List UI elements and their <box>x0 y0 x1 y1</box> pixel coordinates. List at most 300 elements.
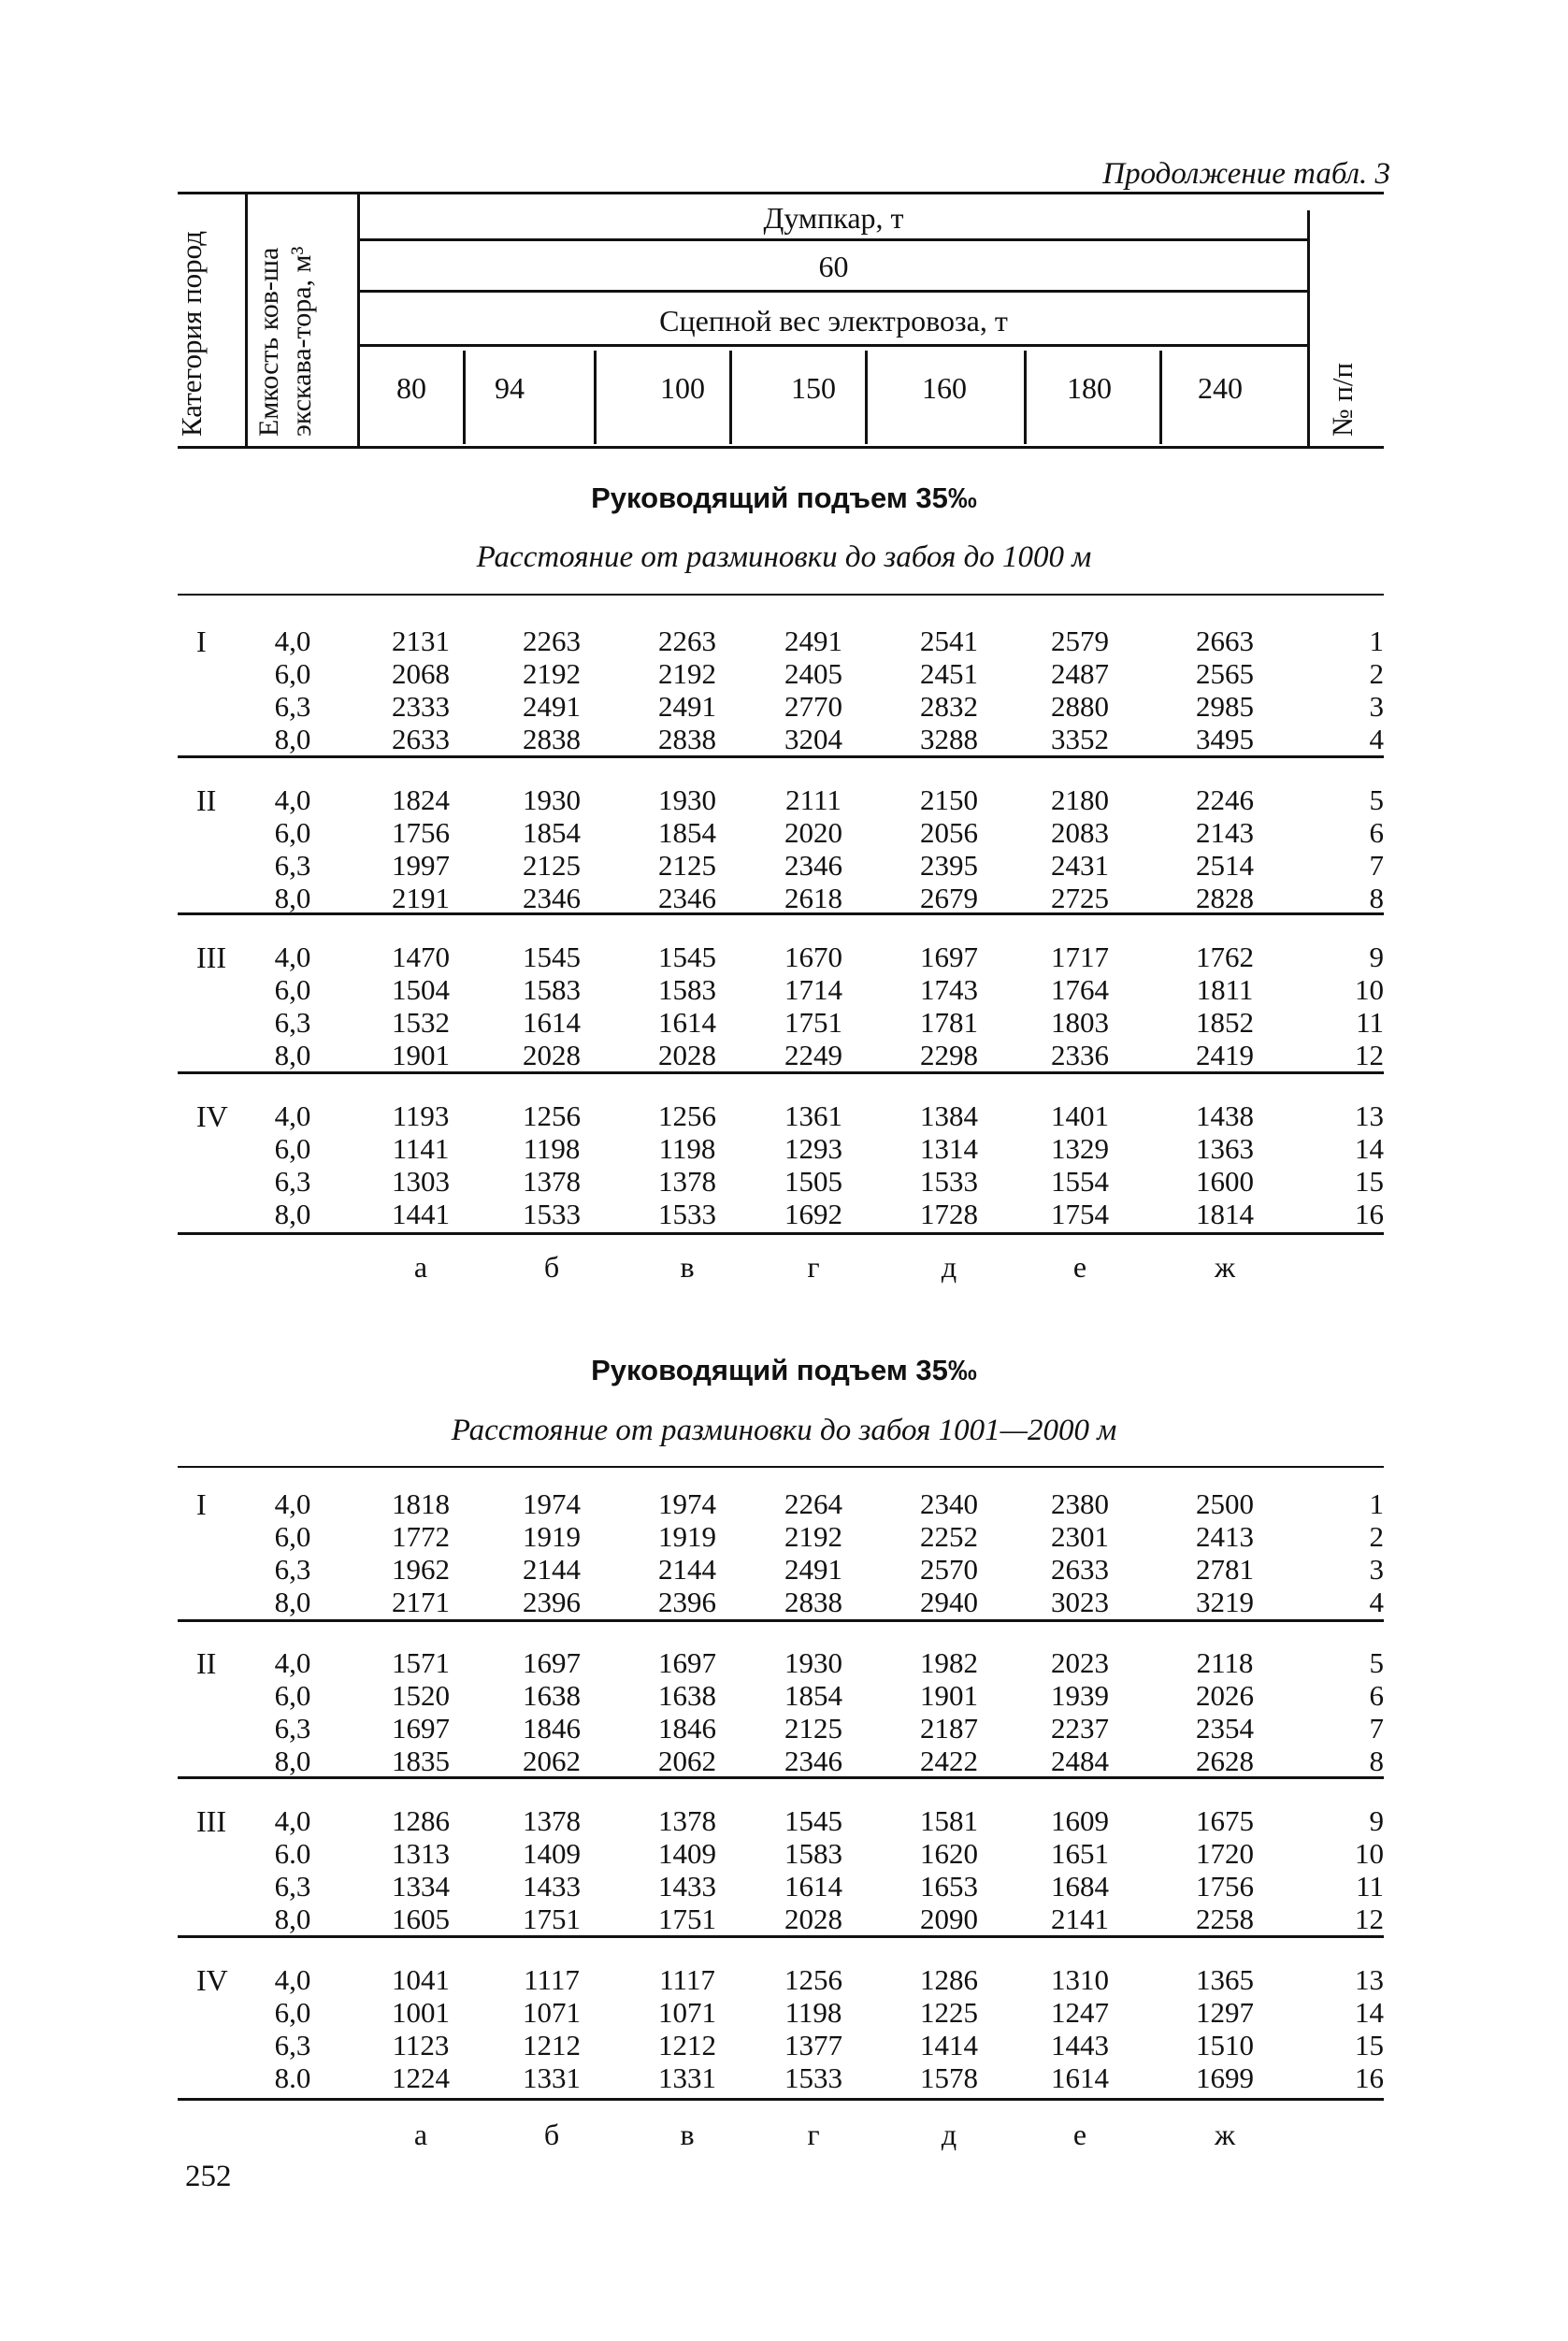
row-number: 10 <box>1355 1837 1384 1870</box>
table-cell: 2028 <box>784 1903 842 1935</box>
capacity-heading: Емкость ков-ша экскава-тора, м³ <box>253 246 317 437</box>
bucket-capacity: 6,3 <box>274 1870 311 1903</box>
table-cell: 1762 <box>1196 941 1254 973</box>
table-cell: 1224 <box>392 2061 450 2094</box>
bucket-capacity: 6,3 <box>274 849 311 882</box>
table-cell: 2541 <box>920 625 978 657</box>
table-cell: 1247 <box>1051 1996 1109 2029</box>
table-cell: 2396 <box>523 1586 581 1618</box>
row-number: 4 <box>1369 1586 1384 1618</box>
table-cell: 2770 <box>784 690 842 723</box>
column-letter: ж <box>1214 2118 1236 2151</box>
bucket-capacity: 8,0 <box>274 1586 311 1618</box>
table-cell: 1071 <box>658 1996 716 2029</box>
table-cell: 1533 <box>523 1198 581 1230</box>
column-letter: ж <box>1214 1250 1236 1284</box>
bucket-capacity: 8,0 <box>274 1039 311 1071</box>
table-cell: 2838 <box>658 723 716 755</box>
table-cell: 2618 <box>784 882 842 914</box>
category-label: IV <box>196 1099 228 1133</box>
table-cell: 1697 <box>523 1646 581 1679</box>
table-cell: 1554 <box>1051 1165 1109 1198</box>
table-row <box>178 941 1384 974</box>
table-cell: 1720 <box>1196 1837 1254 1870</box>
bucket-capacity: 6,0 <box>274 1996 311 2029</box>
table-cell: 1441 <box>392 1198 450 1230</box>
table-cell: 2118 <box>1196 1646 1254 1679</box>
weight-divider <box>729 351 732 444</box>
weight-divider <box>1024 351 1027 444</box>
table-cell: 2395 <box>920 849 978 882</box>
row-number: 5 <box>1369 1646 1384 1679</box>
table-cell: 2056 <box>920 816 978 849</box>
category-label: IV <box>196 1963 228 1997</box>
table-cell: 2026 <box>1196 1679 1254 1712</box>
table-cell: 2405 <box>784 657 842 690</box>
table-cell: 1583 <box>658 973 716 1006</box>
section-top-rule <box>178 1466 1384 1468</box>
row-number: 11 <box>1356 1870 1384 1903</box>
row-number: 8 <box>1369 882 1384 914</box>
column-letter: е <box>1072 1250 1087 1284</box>
table-cell: 1620 <box>920 1837 978 1870</box>
table-cell: 2258 <box>1196 1903 1254 1935</box>
row-number: 1 <box>1369 625 1384 657</box>
table-cell: 2264 <box>784 1487 842 1520</box>
section-bottom-rule <box>178 2098 1384 2101</box>
table-cell: 1974 <box>523 1487 581 1520</box>
row-number: 3 <box>1369 690 1384 723</box>
table-cell: 1835 <box>392 1745 450 1777</box>
row-number: 2 <box>1369 1520 1384 1553</box>
bucket-capacity: 6,0 <box>274 1679 311 1712</box>
bucket-capacity: 4,0 <box>274 1099 311 1132</box>
table-cell: 2141 <box>1051 1903 1109 1935</box>
table-cell: 2298 <box>920 1039 978 1071</box>
category-label: III <box>196 1804 226 1838</box>
bucket-capacity: 4,0 <box>274 941 311 973</box>
table-cell: 1781 <box>920 1006 978 1039</box>
table-row <box>178 1712 1384 1745</box>
table-cell: 1041 <box>392 1963 450 1996</box>
bucket-capacity: 8,0 <box>274 1745 311 1777</box>
row-number: 16 <box>1355 2061 1384 2094</box>
table-row <box>178 1039 1384 1072</box>
table-cell: 2263 <box>523 625 581 657</box>
row-number: 16 <box>1355 1198 1384 1230</box>
table-cell: 1854 <box>658 816 716 849</box>
table-cell: 2491 <box>523 690 581 723</box>
table-cell: 1256 <box>523 1099 581 1132</box>
table-cell: 1443 <box>1051 2029 1109 2061</box>
table-cell: 1756 <box>392 816 450 849</box>
table-cell: 2191 <box>392 882 450 914</box>
table-cell: 1751 <box>658 1903 716 1935</box>
table-cell: 2125 <box>658 849 716 882</box>
bucket-capacity: 8,0 <box>274 723 311 755</box>
table-cell: 1533 <box>784 2061 842 2094</box>
table-cell: 2396 <box>658 1586 716 1618</box>
table-cell: 1331 <box>523 2061 581 2094</box>
table-cell: 3495 <box>1196 723 1254 755</box>
table-cell: 2491 <box>784 625 842 657</box>
table-cell: 1697 <box>392 1712 450 1745</box>
table-row <box>178 1006 1384 1040</box>
table-row <box>178 882 1384 915</box>
table-row <box>178 816 1384 850</box>
table-cell: 2451 <box>920 657 978 690</box>
table-cell: 1697 <box>658 1646 716 1679</box>
table-cell: 2725 <box>1051 882 1109 914</box>
table-cell: 1614 <box>1051 2061 1109 2094</box>
bucket-capacity: 4,0 <box>274 783 311 816</box>
table-cell: 1930 <box>784 1646 842 1679</box>
table-cell: 1764 <box>1051 973 1109 1006</box>
table-cell: 1504 <box>392 973 450 1006</box>
table-cell: 1533 <box>658 1198 716 1230</box>
table-cell: 1930 <box>523 783 581 816</box>
table-cell: 1614 <box>658 1006 716 1039</box>
table-row <box>178 657 1384 691</box>
table-cell: 1824 <box>392 783 450 816</box>
table-cell: 2068 <box>392 657 450 690</box>
row-number: 8 <box>1369 1745 1384 1777</box>
table-cell: 2187 <box>920 1712 978 1745</box>
table-cell: 1433 <box>658 1870 716 1903</box>
table-cell: 2633 <box>392 723 450 755</box>
table-cell: 2346 <box>784 1745 842 1777</box>
section-title: Руководящий подъем 35‰ <box>591 1354 977 1386</box>
table-cell: 1854 <box>523 816 581 849</box>
table-row <box>178 1963 1384 1997</box>
table-cell: 1409 <box>658 1837 716 1870</box>
table-cell: 1141 <box>392 1132 450 1165</box>
table-row <box>178 1198 1384 1231</box>
table-cell: 1974 <box>658 1487 716 1520</box>
table-cell: 1363 <box>1196 1132 1254 1165</box>
bucket-capacity: 6,3 <box>274 690 311 723</box>
bucket-capacity: 6,3 <box>274 1165 311 1198</box>
table-cell: 2062 <box>523 1745 581 1777</box>
table-cell: 2663 <box>1196 625 1254 657</box>
table-cell: 2333 <box>392 690 450 723</box>
table-row <box>178 1996 1384 2030</box>
table-cell: 2346 <box>784 849 842 882</box>
bucket-capacity: 4,0 <box>274 1804 311 1837</box>
dumpcar-value: 60 <box>818 250 849 283</box>
table-cell: 1533 <box>920 1165 978 1198</box>
table-row <box>178 973 1384 1007</box>
category-label: II <box>196 1646 217 1680</box>
column-letter: б <box>543 1250 560 1284</box>
table-cell: 1852 <box>1196 1006 1254 1039</box>
category-heading: Категория пород <box>175 230 208 437</box>
column-letter: г <box>807 1250 820 1284</box>
table-cell: 2180 <box>1051 783 1109 816</box>
row-number: 15 <box>1355 2029 1384 2061</box>
bucket-capacity: 6,0 <box>274 816 311 849</box>
table-cell: 1545 <box>523 941 581 973</box>
table-cell: 3288 <box>920 723 978 755</box>
table-cell: 2192 <box>784 1520 842 1553</box>
category-label: I <box>196 1487 207 1521</box>
section-title: Руководящий подъем 35‰ <box>591 481 977 514</box>
table-cell: 2083 <box>1051 816 1109 849</box>
table-cell: 1919 <box>523 1520 581 1553</box>
table-cell: 1117 <box>524 1963 580 1996</box>
table-cell: 1675 <box>1196 1804 1254 1837</box>
weight-150: 150 <box>791 371 836 405</box>
table-cell: 2832 <box>920 690 978 723</box>
column-letter: а <box>413 2118 428 2151</box>
table-cell: 2237 <box>1051 1712 1109 1745</box>
table-cell: 1638 <box>658 1679 716 1712</box>
table-row <box>178 1520 1384 1554</box>
table-cell: 2380 <box>1051 1487 1109 1520</box>
table-cell: 1256 <box>784 1963 842 1996</box>
bucket-capacity: 6,3 <box>274 1712 311 1745</box>
table-cell: 1854 <box>784 1679 842 1712</box>
row-number: 10 <box>1355 973 1384 1006</box>
row-number: 9 <box>1369 941 1384 973</box>
row-number: 13 <box>1355 1963 1384 1996</box>
weight-divider <box>594 351 597 444</box>
table-cell: 2354 <box>1196 1712 1254 1745</box>
table-row <box>178 625 1384 658</box>
row-number: 12 <box>1355 1039 1384 1071</box>
table-cell: 1414 <box>920 2029 978 2061</box>
table-cell: 2028 <box>523 1039 581 1071</box>
group-rule <box>178 1619 1384 1622</box>
weight-240: 240 <box>1198 371 1243 405</box>
table-cell: 1803 <box>1051 1006 1109 1039</box>
table-cell: 1331 <box>658 2061 716 2094</box>
table-cell: 1997 <box>392 849 450 882</box>
table-cell: 2171 <box>392 1586 450 1618</box>
table-cell: 1697 <box>920 941 978 973</box>
table-row <box>178 723 1384 756</box>
bucket-capacity: 6.0 <box>274 1837 311 1870</box>
table-cell: 2880 <box>1051 690 1109 723</box>
table-row <box>178 1679 1384 1713</box>
table-cell: 2125 <box>523 849 581 882</box>
column-letter: г <box>807 2118 820 2151</box>
table-cell: 2346 <box>523 882 581 914</box>
table-cell: 2131 <box>392 625 450 657</box>
table-cell: 2985 <box>1196 690 1254 723</box>
table-cell: 2484 <box>1051 1745 1109 1777</box>
table-row <box>178 1487 1384 1521</box>
table-cell: 1846 <box>523 1712 581 1745</box>
weight-divider <box>1159 351 1162 444</box>
table-cell: 2125 <box>784 1712 842 1745</box>
column-letter: е <box>1072 2118 1087 2151</box>
table-cell: 1071 <box>523 1996 581 2029</box>
table-cell: 1614 <box>523 1006 581 1039</box>
continuation-label: Продолжение табл. 3 <box>1102 157 1390 191</box>
page-number: 252 <box>185 2160 232 2193</box>
table-row <box>178 1132 1384 1166</box>
table-cell: 2263 <box>658 625 716 657</box>
table-row <box>178 690 1384 724</box>
table-cell: 1198 <box>784 1996 842 2029</box>
bucket-capacity: 6,3 <box>274 2029 311 2061</box>
row-number: 6 <box>1369 1679 1384 1712</box>
table-cell: 1901 <box>920 1679 978 1712</box>
weight-180: 180 <box>1067 371 1112 405</box>
table-cell: 3204 <box>784 723 842 755</box>
header-divider <box>245 192 248 446</box>
table-cell: 2192 <box>658 657 716 690</box>
table-cell: 1743 <box>920 973 978 1006</box>
table-cell: 3352 <box>1051 723 1109 755</box>
table-cell: 1846 <box>658 1712 716 1745</box>
table-cell: 1314 <box>920 1132 978 1165</box>
row-number: 2 <box>1369 657 1384 690</box>
table-header <box>175 192 1384 449</box>
table-row <box>178 1099 1384 1133</box>
row-number: 7 <box>1369 1712 1384 1745</box>
table-cell: 1717 <box>1051 941 1109 973</box>
table-cell: 2422 <box>920 1745 978 1777</box>
table-cell: 3219 <box>1196 1586 1254 1618</box>
column-letter: а <box>413 1250 428 1284</box>
table-cell: 2340 <box>920 1487 978 1520</box>
bucket-capacity: 4,0 <box>274 1646 311 1679</box>
table-cell: 1361 <box>784 1099 842 1132</box>
table-cell: 2336 <box>1051 1039 1109 1071</box>
row-number: 9 <box>1369 1804 1384 1837</box>
table-row <box>178 1903 1384 1936</box>
bucket-capacity: 8,0 <box>274 882 311 914</box>
row-number: 11 <box>1356 1006 1384 1039</box>
table-cell: 1310 <box>1051 1963 1109 1996</box>
column-letter: в <box>680 2118 695 2151</box>
loco-weight-heading: Сцепной вес электровоза, т <box>659 304 1008 338</box>
category-label: III <box>196 941 226 974</box>
table-cell: 2628 <box>1196 1745 1254 1777</box>
table-cell: 1653 <box>920 1870 978 1903</box>
table-cell: 2144 <box>523 1553 581 1586</box>
category-label: I <box>196 625 207 658</box>
table-cell: 1293 <box>784 1132 842 1165</box>
table-cell: 2150 <box>920 783 978 816</box>
table-cell: 1303 <box>392 1165 450 1198</box>
table-cell: 2419 <box>1196 1039 1254 1071</box>
table-row <box>178 1586 1384 1619</box>
row-number: 7 <box>1369 849 1384 882</box>
bucket-capacity: 8,0 <box>274 1198 311 1230</box>
table-cell: 1378 <box>658 1165 716 1198</box>
table-cell: 2579 <box>1051 625 1109 657</box>
table-cell: 2246 <box>1196 783 1254 816</box>
table-cell: 1600 <box>1196 1165 1254 1198</box>
table-cell: 1193 <box>392 1099 450 1132</box>
table-cell: 1256 <box>658 1099 716 1132</box>
table-cell: 1901 <box>392 1039 450 1071</box>
table-row <box>178 2029 1384 2062</box>
table-cell: 2346 <box>658 882 716 914</box>
category-label: II <box>196 783 217 817</box>
table-cell: 1378 <box>658 1804 716 1837</box>
table-cell: 1334 <box>392 1870 450 1903</box>
header-bottom-rule <box>178 446 1384 449</box>
table-cell: 1401 <box>1051 1099 1109 1132</box>
row-number: 1 <box>1369 1487 1384 1520</box>
bucket-capacity: 8.0 <box>274 2061 311 2094</box>
table-cell: 1583 <box>784 1837 842 1870</box>
row-number: 4 <box>1369 723 1384 755</box>
table-cell: 2023 <box>1051 1646 1109 1679</box>
table-cell: 2028 <box>658 1039 716 1071</box>
table-cell: 2565 <box>1196 657 1254 690</box>
table-cell: 1433 <box>523 1870 581 1903</box>
table-cell: 2633 <box>1051 1553 1109 1586</box>
table-cell: 1684 <box>1051 1870 1109 1903</box>
bucket-capacity: 6,0 <box>274 1520 311 1553</box>
table-cell: 1212 <box>658 2029 716 2061</box>
table-cell: 1609 <box>1051 1804 1109 1837</box>
bucket-capacity: 8,0 <box>274 1903 311 1935</box>
table-row <box>178 1837 1384 1871</box>
table-cell: 1772 <box>392 1520 450 1553</box>
table-cell: 2491 <box>784 1553 842 1586</box>
table-cell: 2838 <box>784 1586 842 1618</box>
weight-80: 80 <box>396 371 426 405</box>
row-number: 15 <box>1355 1165 1384 1198</box>
table-cell: 2491 <box>658 690 716 723</box>
table-cell: 1811 <box>1196 973 1254 1006</box>
table-cell: 2192 <box>523 657 581 690</box>
bucket-capacity: 6,0 <box>274 1132 311 1165</box>
table-cell: 1638 <box>523 1679 581 1712</box>
table-cell: 2431 <box>1051 849 1109 882</box>
table-row <box>178 783 1384 817</box>
weight-100: 100 <box>660 371 705 405</box>
table-cell: 1225 <box>920 1996 978 2029</box>
table-cell: 1212 <box>523 2029 581 2061</box>
table-cell: 3023 <box>1051 1586 1109 1618</box>
header-divider <box>1307 210 1310 446</box>
table-cell: 1470 <box>392 941 450 973</box>
weight-divider <box>865 351 868 444</box>
row-number: 12 <box>1355 1903 1384 1935</box>
table-cell: 1982 <box>920 1646 978 1679</box>
weight-94: 94 <box>495 371 525 405</box>
row-number-heading: № п/п <box>1326 362 1359 437</box>
header-subrule <box>360 238 1307 241</box>
table-cell: 1670 <box>784 941 842 973</box>
table-row <box>178 1804 1384 1838</box>
table-cell: 1751 <box>523 1903 581 1935</box>
table-cell: 2838 <box>523 723 581 755</box>
table-cell: 1532 <box>392 1006 450 1039</box>
table-cell: 1409 <box>523 1837 581 1870</box>
table-cell: 1756 <box>1196 1870 1254 1903</box>
table-cell: 1198 <box>523 1132 581 1165</box>
weight-divider <box>463 351 466 444</box>
table-cell: 2500 <box>1196 1487 1254 1520</box>
column-letter: б <box>543 2118 560 2151</box>
table-cell: 1751 <box>784 1006 842 1039</box>
table-cell: 2020 <box>784 816 842 849</box>
table-cell: 1571 <box>392 1646 450 1679</box>
table-cell: 1818 <box>392 1487 450 1520</box>
table-cell: 1939 <box>1051 1679 1109 1712</box>
table-cell: 1438 <box>1196 1099 1254 1132</box>
table-row <box>178 1870 1384 1903</box>
bucket-capacity: 4,0 <box>274 625 311 657</box>
